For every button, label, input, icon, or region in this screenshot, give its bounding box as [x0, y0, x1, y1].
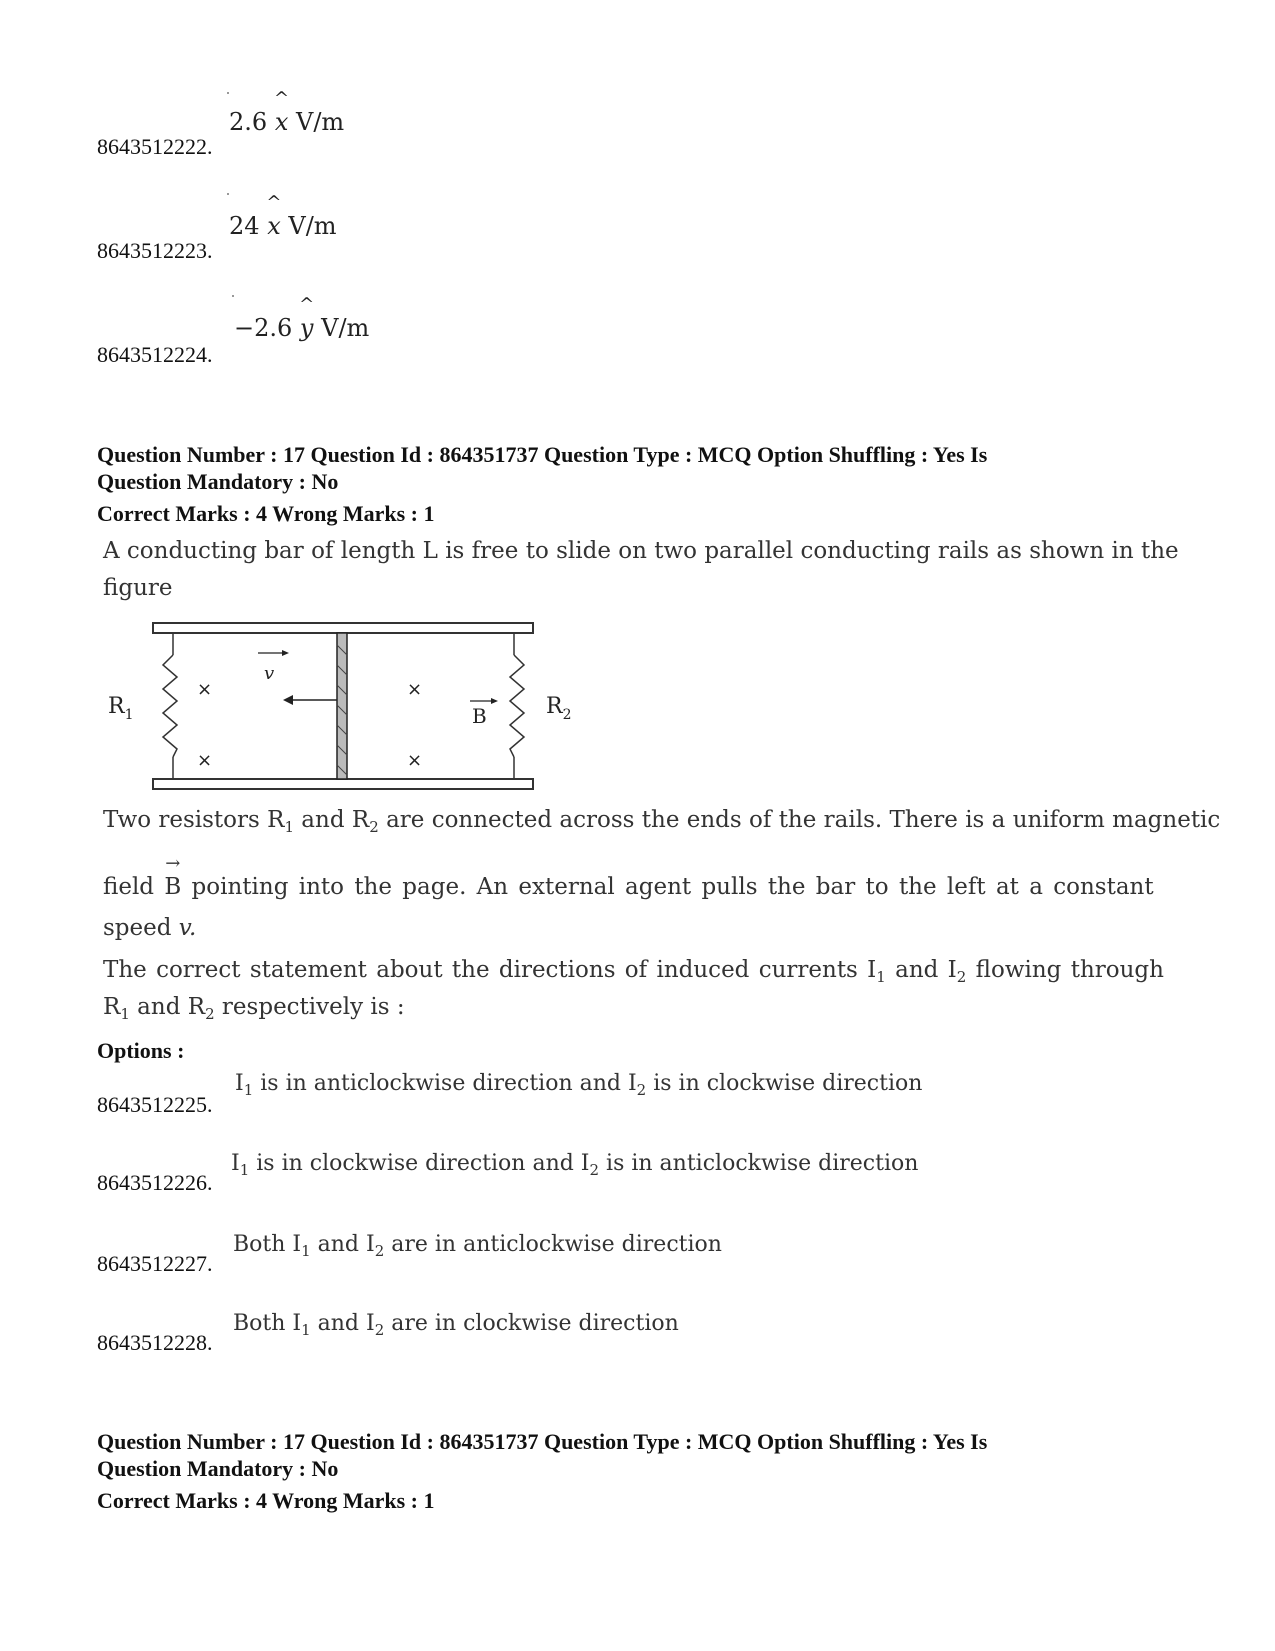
- options-label: Options :: [97, 1038, 185, 1063]
- unit-vector-x: [274, 88, 290, 136]
- unit-vector-y: [299, 294, 315, 342]
- option-2-id[interactable]: 8643512226.: [97, 1170, 213, 1195]
- velocity-label: v: [264, 663, 275, 684]
- field-cross: ×: [407, 750, 423, 771]
- question-meta-line1: Question Number : 17 Question Id : 864351737 Question Type : MCQ Option Shuffling : Yes Is: [97, 442, 988, 467]
- coef: 2.6: [229, 108, 268, 136]
- r1-label: $R_1$: [108, 694, 134, 723]
- next-question-marks: Correct Marks : 4 Wrong Marks : 1: [97, 1488, 435, 1513]
- stem-speed-line: speed v.: [103, 915, 197, 941]
- prev-option-1-expression: [229, 88, 345, 136]
- question-marks: Correct Marks : 4 Wrong Marks : 1: [97, 501, 435, 526]
- stem-currents-line: The correct statement about the directions of induced currents $I_1$ and $I_2$ flowing through: [103, 957, 1164, 986]
- bottom-rail: [153, 779, 533, 789]
- next-question-meta-line1: Question Number : 17 Question Id : 864351737 Question Type : MCQ Option Shuffling : Yes Is: [97, 1429, 988, 1454]
- stem-line2: figure: [103, 575, 173, 601]
- unit-text: V/m: [296, 108, 345, 136]
- stem-question-line: $R_1$ and $R_2$ respectively is :: [103, 994, 405, 1023]
- option-1-text: $I_1$ is in anticlockwise direction and $I_2$ is in clockwise direction: [235, 1071, 923, 1099]
- coef: 24: [229, 212, 260, 240]
- next-question-meta-line2: Question Mandatory : No: [97, 1456, 339, 1481]
- scan-dot: [232, 295, 234, 297]
- scan-dot: [227, 193, 229, 195]
- stem-field-line: field → B pointing into the page. An external agent pulls the bar to the left at a constant: [103, 869, 1154, 906]
- question-meta: [97, 441, 987, 495]
- field-cross: ×: [197, 750, 213, 771]
- stem-resistors-line: Two resistors $R_1$ and $R_2$ are connected across the ends of the rails. There is a uniform magnetic: [103, 807, 1221, 836]
- prev-option-2-expression: [229, 192, 337, 240]
- resistor-r2: [510, 655, 524, 757]
- prev-option-3-expression: [234, 294, 370, 342]
- unit-letter: y: [299, 314, 314, 342]
- r2-label: $R_2$: [546, 694, 572, 723]
- resistor-r1: [163, 655, 177, 757]
- field-vector-b: → B: [164, 853, 182, 900]
- top-rail: [153, 623, 533, 633]
- prev-option-3-id[interactable]: 8643512224.: [97, 342, 213, 367]
- pull-arrow-head: [283, 695, 293, 705]
- unit-text: V/m: [321, 314, 370, 342]
- scan-dot: [227, 92, 229, 94]
- hat-symbol: ^: [266, 192, 282, 213]
- rail-circuit-figure: [100, 615, 580, 800]
- prev-option-1-id[interactable]: 8643512222.: [97, 134, 213, 159]
- option-1-id[interactable]: 8643512225.: [97, 1092, 213, 1117]
- field-cross: ×: [197, 679, 213, 700]
- question-stem: [103, 533, 1179, 607]
- option-4-text: Both $I_1$ and $I_2$ are in clockwise direction: [233, 1311, 679, 1339]
- coef: −2.6: [234, 314, 293, 342]
- option-4-id[interactable]: 8643512228.: [97, 1330, 213, 1355]
- field-cross: ×: [407, 679, 423, 700]
- question-meta-line2: Question Mandatory : No: [97, 469, 339, 494]
- option-3-text: Both $I_1$ and $I_2$ are in anticlockwise direction: [233, 1232, 722, 1260]
- unit-letter: x: [274, 108, 289, 136]
- field-label: B: [472, 704, 487, 728]
- unit-letter: x: [267, 212, 281, 240]
- prev-option-2-id[interactable]: 8643512223.: [97, 238, 213, 263]
- hat-symbol: ^: [274, 88, 290, 109]
- unit-vector-x: [266, 192, 282, 240]
- option-2-text: $I_1$ is in clockwise direction and $I_2$ is in anticlockwise direction: [231, 1151, 919, 1179]
- hat-symbol: ^: [299, 294, 315, 315]
- unit-text: V/m: [288, 212, 337, 240]
- stem-line1: A conducting bar of length L is free to slide on two parallel conducting rails as shown in the: [103, 538, 1179, 564]
- option-3-id[interactable]: 8643512227.: [97, 1251, 213, 1276]
- next-question-meta: [97, 1428, 987, 1482]
